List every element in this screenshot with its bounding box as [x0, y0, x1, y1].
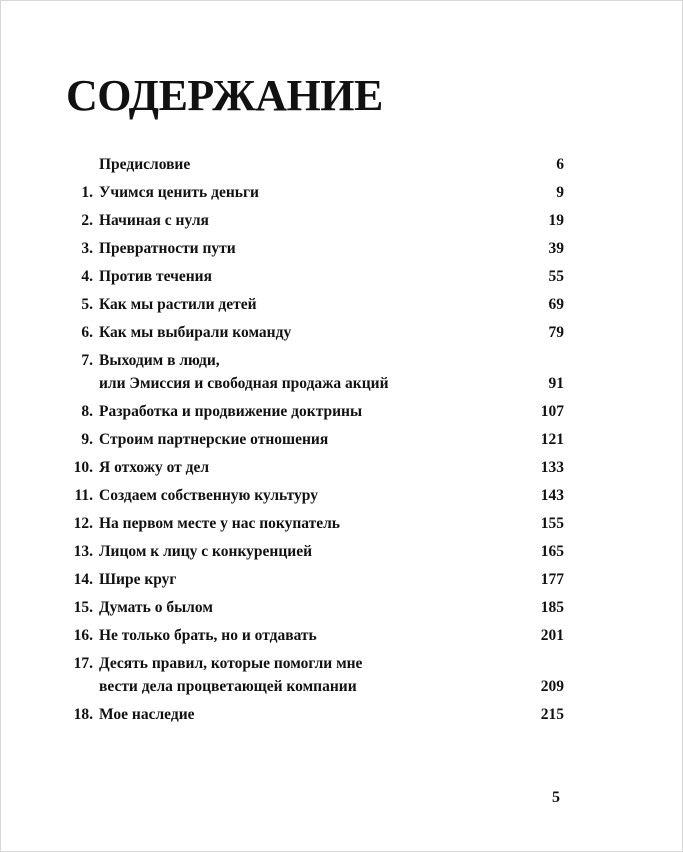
toc-entry-title-line: Строим партнерские отношения [99, 431, 329, 448]
toc-entry-number: 5. [81, 296, 93, 313]
toc-entry-title-line: Превратности пути [99, 240, 236, 257]
toc-entry-title [99, 321, 499, 344]
toc-entry[interactable] [0, 265, 683, 288]
toc-entry-number: 18. [73, 706, 93, 723]
toc-entry-page: 165 [540, 543, 564, 560]
toc-entry-page: 143 [540, 487, 564, 504]
toc-entry-title [99, 237, 499, 260]
toc-entry-title-line: На первом месте у нас покупатель [99, 515, 341, 532]
toc-entry-page: 9 [556, 184, 564, 201]
toc-entry[interactable] [0, 428, 683, 451]
toc-entry-title-line: Против течения [99, 268, 212, 285]
toc-entry[interactable] [0, 512, 683, 535]
toc-entry-title-line: Мое наследие [99, 706, 195, 723]
toc-entry-title-line: Лицом к лицу с конкуренцией [99, 543, 313, 560]
toc-entry-title [99, 293, 499, 316]
toc-entry-title [99, 181, 499, 204]
toc-entry-page: 155 [540, 515, 564, 532]
page-number: 5 [552, 789, 560, 806]
toc-entry-title [99, 703, 499, 726]
toc-entry[interactable] [0, 321, 683, 344]
toc-entry-page: 121 [540, 431, 564, 448]
toc-entry-number: 9. [81, 431, 93, 448]
toc-entry-page: 6 [556, 156, 564, 173]
toc-entry-number: 10. [73, 459, 93, 476]
toc-entry-title [99, 349, 499, 395]
toc-entry-title-line: Создаем собственную культуру [99, 487, 318, 504]
toc-entry-title-line: Выходим в люди, [99, 352, 220, 369]
toc-entry-page: 201 [540, 627, 564, 644]
toc-entry-number: 2. [81, 212, 93, 229]
toc-entry-title-line: Как мы растили детей [99, 296, 257, 313]
toc-entry-number: 7. [81, 352, 93, 369]
toc-entry[interactable] [0, 349, 683, 395]
toc-entry-title [99, 512, 499, 535]
toc-entry-title [99, 400, 499, 423]
toc-entry-title [99, 652, 499, 698]
toc-entry-number: 15. [73, 599, 93, 616]
toc-entry-title [99, 265, 499, 288]
toc-entry-page: 55 [548, 268, 564, 285]
toc-entry-page: 185 [540, 599, 564, 616]
toc-entry-title-line: Разработка и продвижение доктрины [99, 403, 363, 420]
toc-entry-title [99, 153, 499, 176]
toc-entry-number: 17. [73, 655, 93, 672]
toc-entry-title [99, 596, 499, 619]
toc-entry-number: 4. [81, 268, 93, 285]
toc-entry-page: 39 [548, 240, 564, 257]
toc-entry-page: 91 [548, 375, 564, 392]
toc-entry-number: 8. [81, 403, 93, 420]
toc-entry-title [99, 568, 499, 591]
toc-entry-page: 69 [548, 296, 564, 313]
toc-entry-title-line: Предисловие [99, 156, 191, 173]
toc-entry-page: 133 [540, 459, 564, 476]
toc-entry-title-line: Как мы выбирали команду [99, 324, 292, 341]
toc-entry[interactable] [0, 153, 683, 176]
toc-entry-title [99, 428, 499, 451]
toc-entry-number: 3. [81, 240, 93, 257]
toc-entry-title-line: Десять правил, которые помогли мне [99, 655, 363, 672]
toc-entry-title-line: Начиная с нуля [99, 212, 209, 229]
toc-entry-page: 177 [540, 571, 564, 588]
toc-entry-title-line: Не только брать, но и отдавать [99, 627, 317, 644]
toc-entry-title-line: Я отхожу от дел [99, 459, 210, 476]
toc-entry-title [99, 456, 499, 479]
toc-entry-page: 79 [548, 324, 564, 341]
page-title: СОДЕРЖАНИЕ [66, 71, 383, 120]
toc-entry[interactable] [0, 703, 683, 726]
toc-entry[interactable] [0, 652, 683, 698]
toc-entry-page: 209 [540, 678, 564, 695]
toc-entry-number: 12. [73, 515, 93, 532]
toc-entry[interactable] [0, 456, 683, 479]
toc-entry-title-line: вести дела процветающей компании [99, 678, 357, 695]
toc-entry-title [99, 209, 499, 232]
toc-entry[interactable] [0, 400, 683, 423]
toc-entry[interactable] [0, 181, 683, 204]
toc-entry-title-line: Думать о былом [99, 599, 213, 616]
toc-entry-title-line: или Эмиссия и свободная продажа акций [99, 375, 389, 392]
toc-entry[interactable] [0, 624, 683, 647]
toc-entry[interactable] [0, 293, 683, 316]
toc-entry-page: 215 [540, 706, 564, 723]
toc-entry[interactable] [0, 596, 683, 619]
toc-entry[interactable] [0, 209, 683, 232]
toc-entry-number: 6. [81, 324, 93, 341]
toc-entry-title [99, 484, 499, 507]
toc-entry-title-line: Шире круг [99, 571, 177, 588]
toc-entry-title [99, 624, 499, 647]
toc-entry[interactable] [0, 484, 683, 507]
toc-entry[interactable] [0, 568, 683, 591]
toc-entry-page: 107 [540, 403, 564, 420]
toc-entry[interactable] [0, 237, 683, 260]
toc-entry-number: 11. [74, 487, 93, 504]
toc-entry-number: 13. [73, 543, 93, 560]
toc-entry-page: 19 [548, 212, 564, 229]
toc-entry-number: 14. [73, 571, 93, 588]
toc-entry-number: 1. [81, 184, 93, 201]
toc-entry[interactable] [0, 540, 683, 563]
toc-list [0, 153, 683, 731]
toc-entry-number: 16. [73, 627, 93, 644]
toc-entry-title-line: Учимся ценить деньги [99, 184, 259, 201]
toc-entry-title [99, 540, 499, 563]
